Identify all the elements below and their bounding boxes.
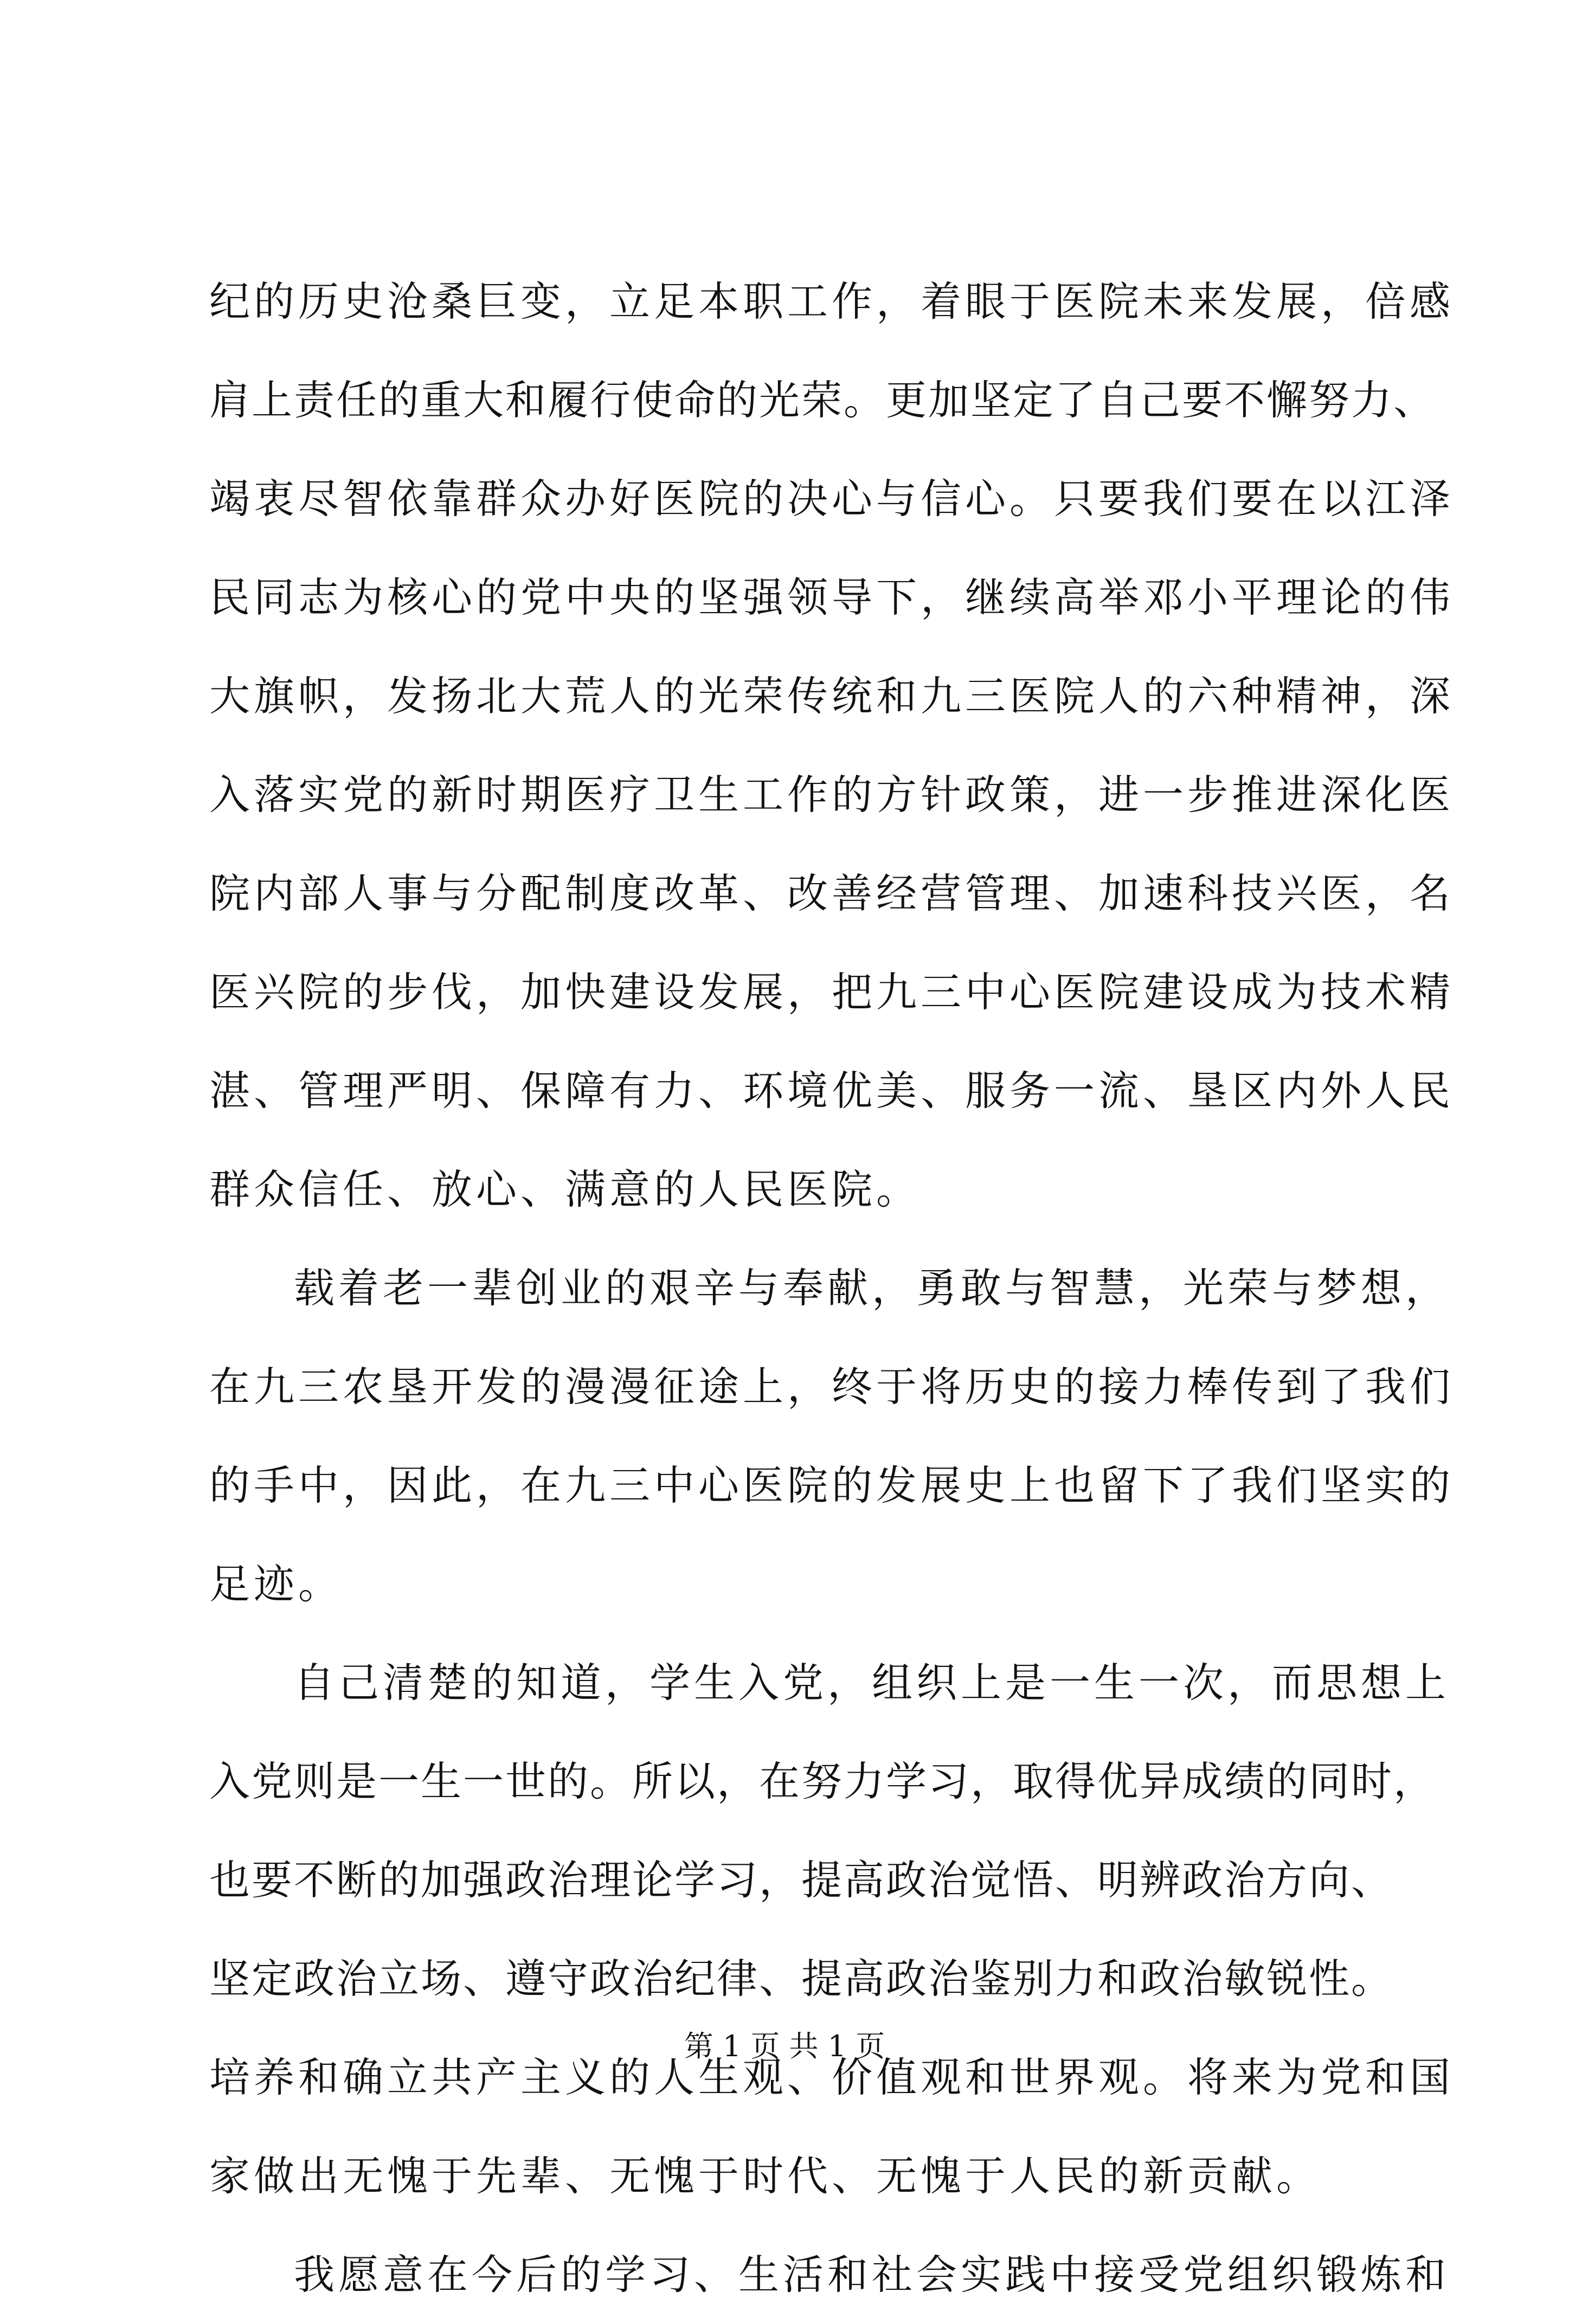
paragraph-first-line: 自己清楚的知道，学生入党，组织上是一生一次，而思想上 xyxy=(294,1659,1450,1707)
text-line: 纪的历史沧桑巨变，立足本职工作，着眼于医院未来发展，倍感 xyxy=(209,278,1455,325)
text-line: 民同志为核心的党中央的坚强领导下，继续高举邓小平理论的伟 xyxy=(209,574,1455,621)
document-body xyxy=(209,252,1455,2324)
text-line: 的手中，因此，在九三中心医院的发展史上也留下了我们坚实的 xyxy=(209,1462,1455,1509)
text-line: 医兴院的步伐，加快建设发展，把九三中心医院建设成为技术精 xyxy=(209,968,1455,1016)
text-line: 培养和确立共产主义的人生观、价值观和世界观。将来为党和国 xyxy=(209,2053,1455,2101)
text-line: 院内部人事与分配制度改革、改善经营管理、加速科技兴医，名 xyxy=(209,870,1455,917)
text-line: 在九三农垦开发的漫漫征途上，终于将历史的接力棒传到了我们 xyxy=(209,1363,1455,1411)
text-line: 足迹。 xyxy=(209,1560,343,1608)
text-line: 坚定政治立场、遵守政治纪律、提高政治鉴别力和政治敏锐性。 xyxy=(209,1955,1394,2003)
text-line: 家做出无愧于先辈、无愧于时代、无愧于人民的新贡献。 xyxy=(209,2152,1321,2200)
text-line: 竭衷尽智依靠群众办好医院的决心与信心。只要我们要在以江泽 xyxy=(209,475,1455,523)
text-line: 入党则是一生一世的。所以，在努力学习，取得优异成绩的同时， xyxy=(209,1758,1436,1805)
text-line: 群众信任、放心、满意的人民医院。 xyxy=(209,1166,921,1213)
text-line: 大旗帜，发扬北大荒人的光荣传统和九三医院人的六种精神，深 xyxy=(209,672,1455,720)
paragraph-first-line: 载着老一辈创业的艰辛与奉献，勇敢与智慧，光荣与梦想， xyxy=(294,1264,1450,1312)
text-line: 入落实党的新时期医疗卫生工作的方针政策，进一步推进深化医 xyxy=(209,771,1455,819)
page-footer: 第 1 页 共 1 页 xyxy=(684,2029,885,2063)
text-line: 湛、管理严明、保障有力、环境优美、服务一流、垦区内外人民 xyxy=(209,1067,1455,1115)
text-line: 肩上责任的重大和履行使命的光荣。更加坚定了自己要不懈努力、 xyxy=(209,376,1436,424)
text-line: 也要不断的加强政治理论学习，提高政治觉悟、明辨政治方向、 xyxy=(209,1856,1394,1904)
paragraph-first-line: 我愿意在今后的学习、生活和社会实践中接受党组织锻炼和 xyxy=(294,2251,1450,2299)
